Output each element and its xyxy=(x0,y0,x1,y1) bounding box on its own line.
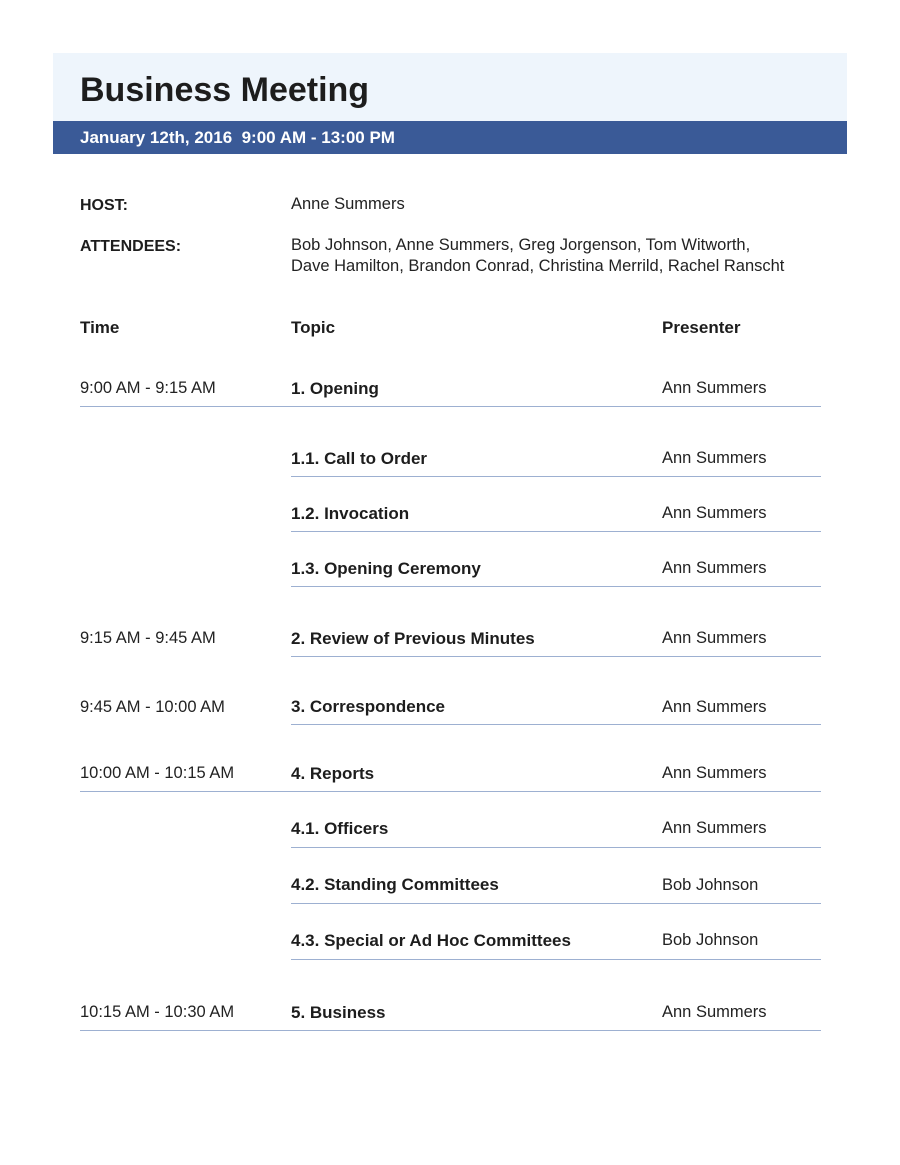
row-divider xyxy=(291,903,821,904)
row-divider xyxy=(80,406,821,407)
date-band xyxy=(53,121,847,154)
attendees-label: ATTENDEES: xyxy=(80,238,182,255)
agenda-presenter: Ann Summers xyxy=(662,1003,767,1021)
agenda-topic: 1.3. Opening Ceremony xyxy=(291,559,481,578)
agenda-topic: 2. Review of Previous Minutes xyxy=(291,629,535,648)
row-divider xyxy=(291,531,821,532)
agenda-topic: 1. Opening xyxy=(291,379,379,398)
agenda-topic: 4.1. Officers xyxy=(291,819,389,838)
row-divider xyxy=(80,1030,821,1031)
row-divider xyxy=(291,847,821,848)
agenda-topic: 1.2. Invocation xyxy=(291,504,410,523)
document-header xyxy=(53,53,847,154)
title-band xyxy=(53,53,847,121)
row-divider xyxy=(291,586,821,587)
agenda-time: 10:15 AM - 10:30 AM xyxy=(80,1003,235,1021)
agenda-topic: 4. Reports xyxy=(291,764,375,783)
column-header-time: Time xyxy=(80,318,120,337)
agenda-presenter: Ann Summers xyxy=(662,629,767,647)
page-title: Business Meeting xyxy=(80,71,370,109)
row-divider xyxy=(291,656,821,657)
agenda-time: 10:00 AM - 10:15 AM xyxy=(80,764,235,782)
agenda-presenter: Ann Summers xyxy=(662,449,767,467)
attendees-line-2: Dave Hamilton, Brandon Conrad, Christina Merrild, Rachel Ranscht xyxy=(291,257,785,275)
agenda-time: 9:00 AM - 9:15 AM xyxy=(80,379,216,397)
agenda-topic: 4.2. Standing Committees xyxy=(291,875,499,894)
agenda-presenter: Ann Summers xyxy=(662,559,767,577)
agenda-topic: 1.1. Call to Order xyxy=(291,449,428,468)
row-divider xyxy=(291,724,821,725)
row-divider xyxy=(291,476,821,477)
agenda-presenter: Ann Summers xyxy=(662,819,767,837)
row-divider xyxy=(291,959,821,960)
agenda-presenter: Ann Summers xyxy=(662,504,767,522)
row-divider xyxy=(80,791,821,792)
agenda-presenter: Ann Summers xyxy=(662,379,767,397)
agenda-presenter: Bob Johnson xyxy=(662,876,759,894)
column-header-topic: Topic xyxy=(291,318,336,337)
agenda-time: 9:15 AM - 9:45 AM xyxy=(80,629,216,647)
agenda-topic: 5. Business xyxy=(291,1003,386,1022)
attendees-line-1: Bob Johnson, Anne Summers, Greg Jorgenson, Tom Witworth, xyxy=(291,236,751,254)
agenda-topic: 3. Correspondence xyxy=(291,697,445,716)
meeting-date: January 12th, 2016 9:00 AM - 13:00 PM xyxy=(80,128,395,147)
agenda-presenter: Ann Summers xyxy=(662,764,767,782)
host-label: HOST: xyxy=(80,197,128,214)
agenda-presenter: Bob Johnson xyxy=(662,931,759,949)
host-value: Anne Summers xyxy=(291,195,405,213)
column-header-presenter: Presenter xyxy=(662,318,741,337)
agenda-time: 9:45 AM - 10:00 AM xyxy=(80,698,225,716)
agenda-topic: 4.3. Special or Ad Hoc Committees xyxy=(291,931,571,950)
agenda-presenter: Ann Summers xyxy=(662,698,767,716)
